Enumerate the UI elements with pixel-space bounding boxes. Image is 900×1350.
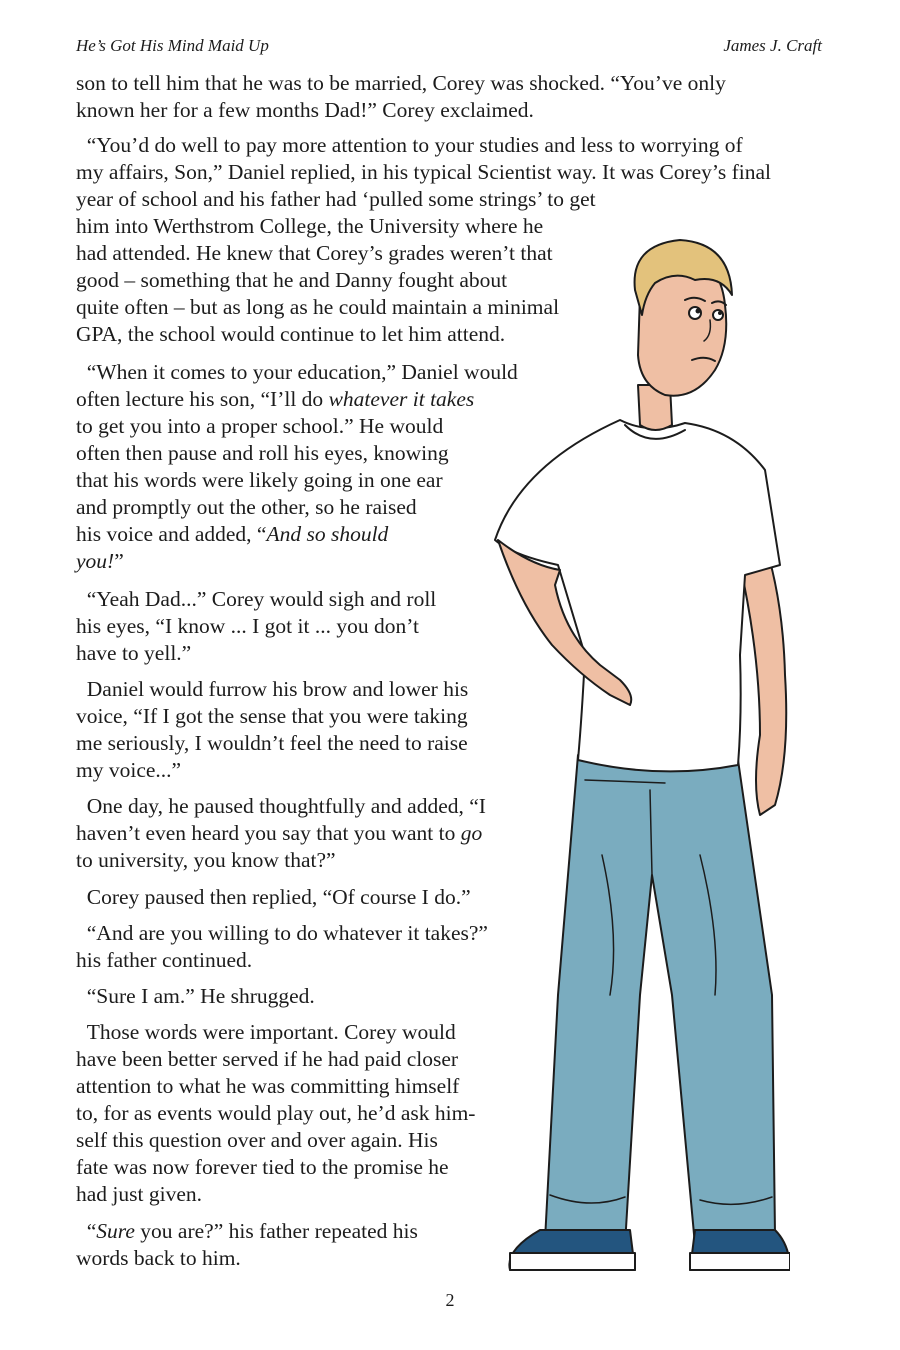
text-line: and promptly out the other, so he raised xyxy=(76,495,417,519)
text-line: to get you into a proper school.” He would xyxy=(76,414,444,438)
text-line: Corey paused then replied, “Of course I do.” xyxy=(76,885,471,909)
standing-young-man-illustration xyxy=(490,235,790,1275)
text-line: self this question over and over again. His xyxy=(76,1128,438,1152)
emphasis: go xyxy=(460,821,483,845)
text-line: “When it comes to your education,” Daniel would xyxy=(76,360,518,384)
paragraph xyxy=(76,884,471,911)
paragraph xyxy=(76,1019,475,1208)
running-header-title: He’s Got His Mind Maid Up xyxy=(76,36,269,55)
text-line: GPA, the school would continue to let him attend. xyxy=(76,322,506,346)
text-line: me seriously, I wouldn’t feel the need to raise xyxy=(76,731,468,755)
text-line: “Sure you are?” his father repeated his xyxy=(76,1219,418,1243)
text-line: had just given. xyxy=(76,1182,202,1206)
text-line: good – something that he and Danny fought about xyxy=(76,268,508,292)
paragraph xyxy=(76,70,726,124)
text-line: my affairs, Son,” Daniel replied, in his typical Scientist way. It was Corey’s final xyxy=(76,160,772,184)
emphasis: whatever it takes xyxy=(328,387,475,411)
text-line: to university, you know that?” xyxy=(76,848,336,872)
text-line: “You’d do well to pay more attention to your studies and less to worrying of xyxy=(76,133,743,157)
paragraph xyxy=(76,793,486,874)
emphasis: you! xyxy=(76,549,115,573)
text-line: have to yell.” xyxy=(76,641,192,665)
text-line: year of school and his father had ‘pulled some strings’ to get xyxy=(76,187,596,211)
text-line: “And are you willing to do whatever it takes?” xyxy=(76,921,488,945)
text-line: have been better served if he had paid closer xyxy=(76,1047,459,1071)
text-line: my voice...” xyxy=(76,758,182,782)
text-line: words back to him. xyxy=(76,1246,241,1270)
page-number: 2 xyxy=(445,1290,455,1310)
jeans xyxy=(545,755,775,1245)
text-line: often then pause and roll his eyes, knowing xyxy=(76,441,449,465)
paragraph xyxy=(76,920,488,974)
text-line: you!” xyxy=(76,549,124,573)
text-line: to, for as events would play out, he’d ask him- xyxy=(76,1101,476,1125)
text-line: haven’t even heard you say that you want to go xyxy=(76,821,483,845)
text-line: his voice and added, “And so should xyxy=(76,522,389,546)
text-line: Those words were important. Corey would xyxy=(76,1020,456,1044)
text-line: had attended. He knew that Corey’s grades weren’t that xyxy=(76,241,553,265)
text-line: Daniel would furrow his brow and lower his xyxy=(76,677,469,701)
paragraph xyxy=(76,1218,418,1272)
text-line: him into Werthstrom College, the University where he xyxy=(76,214,544,238)
emphasis: And so should xyxy=(266,522,389,546)
text-line: “Sure I am.” He shrugged. xyxy=(76,984,315,1008)
paragraph xyxy=(76,586,436,667)
running-header-author: James J. Craft xyxy=(723,36,822,55)
text-line: son to tell him that he was to be married, Corey was shocked. “You’ve only xyxy=(76,71,726,95)
text-line: quite often – but as long as he could maintain a minimal xyxy=(76,295,560,319)
text-line: attention to what he was committing himself xyxy=(76,1074,460,1098)
text-line: that his words were likely going in one ear xyxy=(76,468,443,492)
text-line: often lecture his son, “I’ll do whatever it takes xyxy=(76,387,475,411)
text-line: “Yeah Dad...” Corey would sigh and roll xyxy=(76,587,437,611)
text-line: his eyes, “I know ... I got it ... you don’t xyxy=(76,614,419,638)
text-line: voice, “If I got the sense that you were taking xyxy=(76,704,468,728)
text-line: his father continued. xyxy=(76,948,253,972)
paragraph xyxy=(76,359,518,575)
paragraph xyxy=(76,983,315,1010)
text-line: fate was now forever tied to the promise he xyxy=(76,1155,449,1179)
text-line: known her for a few months Dad!” Corey exclaimed. xyxy=(76,98,534,122)
emphasis: Sure xyxy=(96,1219,135,1243)
text-line: One day, he paused thoughtfully and added, “I xyxy=(76,794,486,818)
paragraph xyxy=(76,676,468,784)
